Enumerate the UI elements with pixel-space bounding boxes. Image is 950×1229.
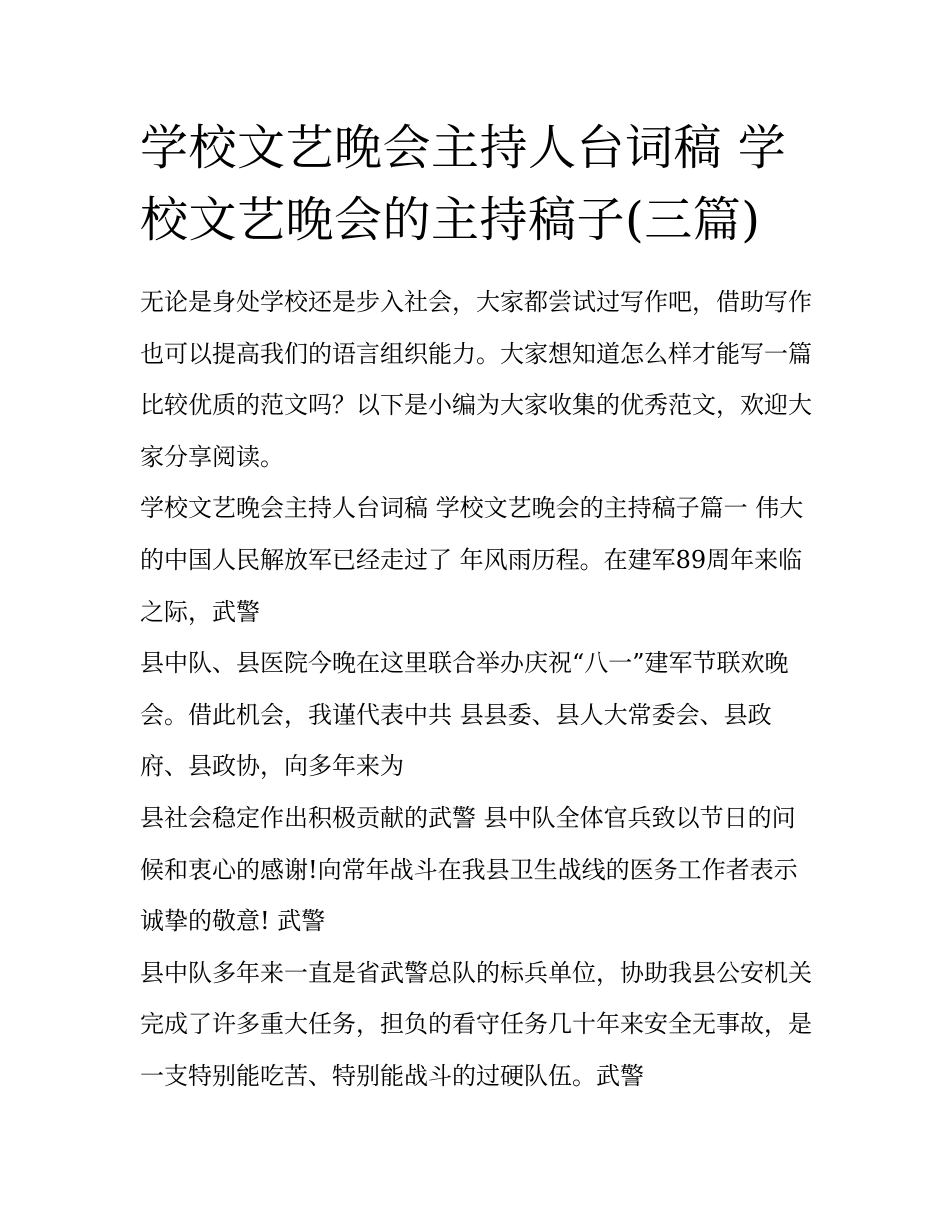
paragraph-4: 县中队多年来一直是省武警总队的标兵单位，协助我县公安机关完成了许多重大任务，担负的看守任务几十年来安全无事故，是一支特别能吃苦、特别能战斗的过硬队伍。武警 — [140, 958, 812, 1090]
page-title: 学校文艺晚会主持人台词稿 学校文艺晚会的主持稿子(三篇) — [140, 120, 787, 248]
paragraph-2: 县中队、县医院今晚在这里联合举办庆祝“八一”建军节联欢晚会。借此机会，我谨代表中共 县县委、县人大常委会、县政府、县政协，向多年来为 — [140, 649, 789, 781]
paragraph-intro: 无论是身处学校还是步入社会，大家都尝试过写作吧，借助写作也可以提高我们的语言组织能力。大家想知道怎么样才能写一篇比较优质的范文吗？以下是小编为大家收集的优秀范文，欢迎大家分享阅读。 — [140, 288, 812, 471]
document-body — [140, 277, 812, 1103]
paragraph-1: 学校文艺晚会主持人台词稿 学校文艺晚会的主持稿子篇一 伟大的中国人民解放军已经走过了 年风雨历程。在建军89周年来临之际，武警 — [140, 494, 804, 626]
paragraph-3: 县社会稳定作出积极贡献的武警 县中队全体官兵致以节日的问候和衷心的感谢!向常年战斗在我县卫生战线的医务工作者表示诚挚的敬意! 武警 — [140, 803, 798, 936]
